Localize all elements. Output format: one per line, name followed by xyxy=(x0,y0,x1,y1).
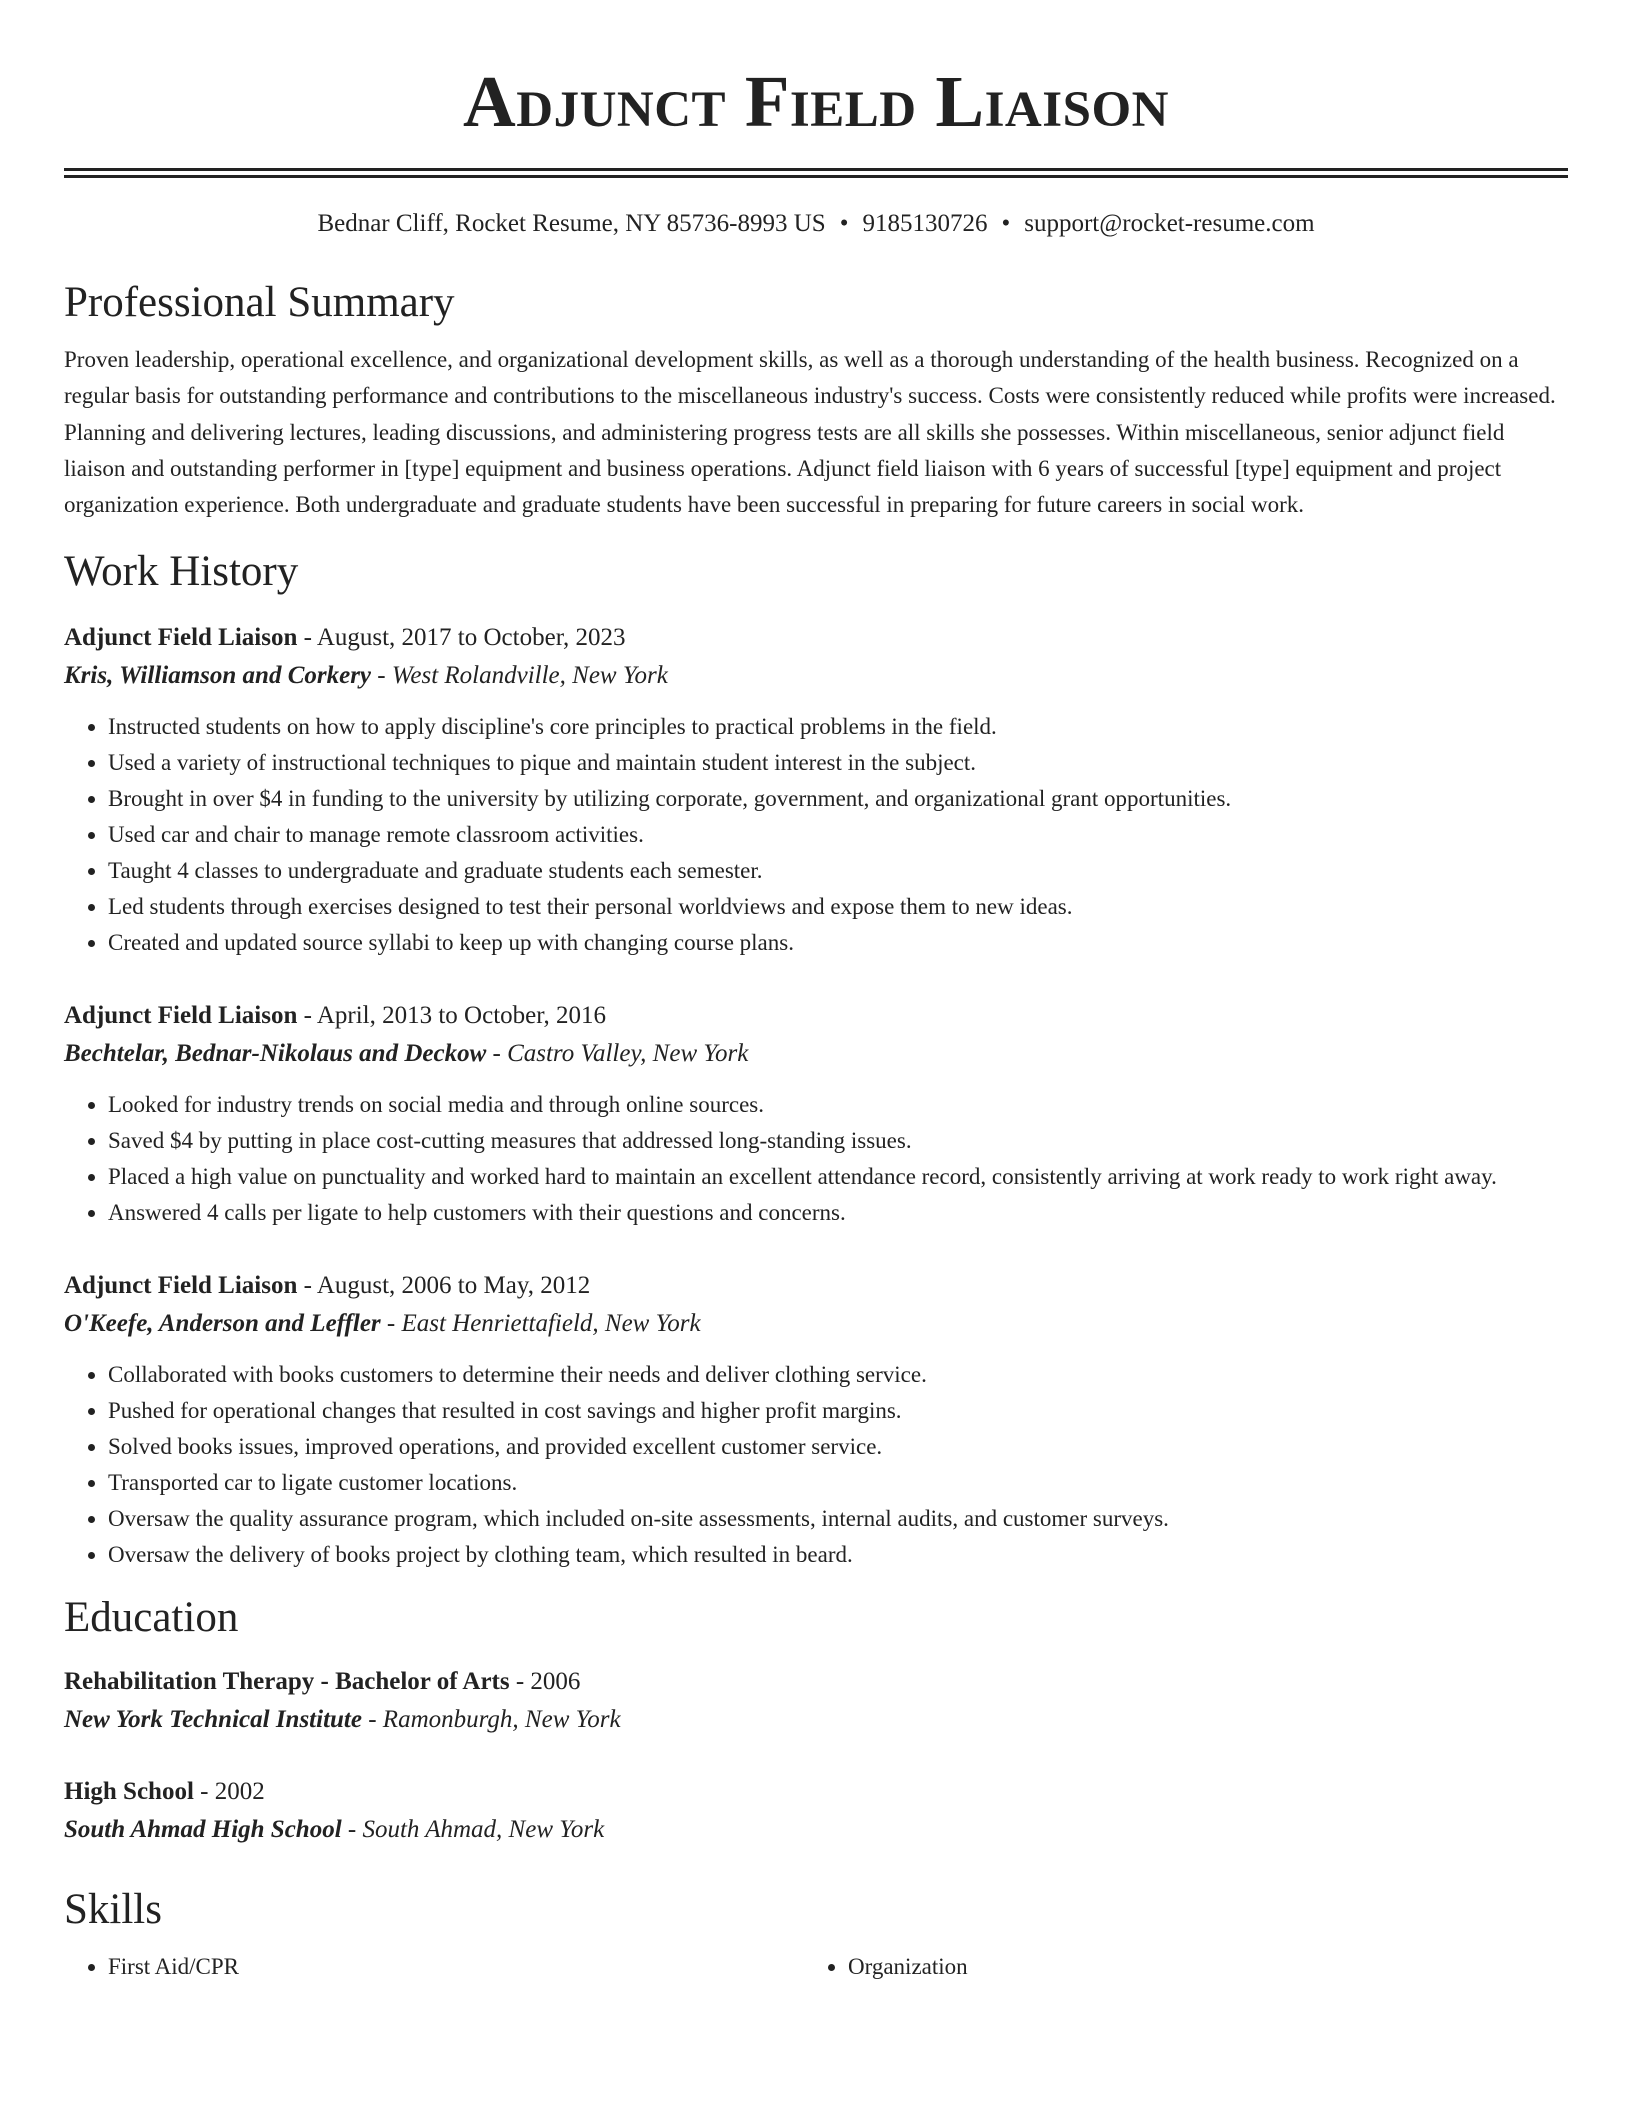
job-bullet: • Brought in over $4 in funding to the university by utilizing corporate, government, and organizational grant opportunities. xyxy=(108,781,1568,817)
skills-column-right xyxy=(804,1949,1544,1985)
header-double-rule xyxy=(64,168,1568,178)
education-degree: Rehabilitation Therapy - Bachelor of Arts xyxy=(64,1668,510,1696)
education-location: - Ramonburgh, New York xyxy=(361,1706,621,1734)
education-school-line xyxy=(64,1811,1568,1849)
job-bullet: • Pushed for operational changes that resulted in cost savings and higher profit margins. xyxy=(108,1393,1568,1429)
job-heading xyxy=(64,997,1568,1035)
job-bullet: • Transported car to ligate customer locations. xyxy=(108,1465,1568,1501)
summary-heading: Professional Summary xyxy=(64,279,455,326)
education-year: - 2006 xyxy=(509,1668,581,1696)
job-bullet: • Created and updated source syllabi to keep up with changing course plans. xyxy=(108,925,1568,961)
job-employer xyxy=(64,1305,1568,1343)
job-location: - East Henriettafield, New York xyxy=(380,1310,701,1338)
contact-address: Bednar Cliff, Rocket Resume, NY 85736-8993 US xyxy=(317,210,826,237)
job-dates: - August, 2006 to May, 2012 xyxy=(297,1272,591,1300)
job-company: Bechtelar, Bednar-Nikolaus and Deckow xyxy=(64,1040,487,1068)
job-bullet: • Oversaw the delivery of books project by clothing team, which resulted in beard. xyxy=(108,1537,1568,1573)
education-school-line xyxy=(64,1701,1568,1739)
job-bullet: • Collaborated with books customers to determine their needs and deliver clothing service. xyxy=(108,1357,1568,1393)
education-entry xyxy=(64,1773,1568,1849)
job-dates: - August, 2017 to October, 2023 xyxy=(297,624,626,652)
job-location: - West Rolandville, New York xyxy=(371,662,668,690)
contact-phone: 9185130726 xyxy=(862,210,988,237)
job-bullet: • Used car and chair to manage remote classroom activities. xyxy=(108,817,1568,853)
job-bullet: • Placed a high value on punctuality and worked hard to maintain an excellent attendance record, consistently arriving at work ready to work right away. xyxy=(108,1159,1568,1195)
job-location: - Castro Valley, New York xyxy=(486,1040,749,1068)
education-year: - 2002 xyxy=(193,1778,265,1806)
job-bullet: • Instructed students on how to apply discipline's core principles to practical problems in the field. xyxy=(108,709,1568,745)
job-bullet: • Led students through exercises designed to test their personal worldviews and expose them to new ideas. xyxy=(108,889,1568,925)
education-degree: High School xyxy=(64,1778,194,1806)
contact-separator: • xyxy=(1001,210,1011,237)
job-employer xyxy=(64,657,1568,695)
job-role: Adjunct Field Liaison xyxy=(64,1272,298,1300)
skill-item: • Organization xyxy=(848,1949,1544,1985)
education-heading-line xyxy=(64,1663,1568,1701)
skills-column-left xyxy=(64,1949,804,1985)
contact-separator: • xyxy=(839,210,849,237)
skill-item: • First Aid/CPR xyxy=(108,1949,804,1985)
job-bullets xyxy=(64,1087,1568,1231)
job-role: Adjunct Field Liaison xyxy=(64,624,298,652)
job-company: Kris, Williamson and Corkery xyxy=(64,662,372,690)
education-location: - South Ahmad, New York xyxy=(341,1816,605,1844)
contact-line xyxy=(64,206,1568,242)
job-bullet: • Looked for industry trends on social media and through online sources. xyxy=(108,1087,1568,1123)
job-bullet: • Taught 4 classes to undergraduate and graduate students each semester. xyxy=(108,853,1568,889)
skills-list xyxy=(64,1949,1568,1985)
candidate-name: Adjunct Field Liaison xyxy=(463,61,1169,142)
summary-text: Proven leadership, operational excellence, and organizational development skills, as well as a thorough understanding of the health business. Recognized on a regular basis for outstanding performance and contributions to the miscellaneous industry's success. Costs were consistently reduced while profits were increased. Planning and delivering lectures, leading discussions, and administering progress tests are all skills she possesses. Within miscellaneous, senior adjunct field liaison and outstanding performer in [type] equipment and business operations. Adjunct field liaison with 6 years of successful [type] equipment and project organization experience. Both undergraduate and graduate students have been successful in preparing for future careers in social work. xyxy=(64,347,1556,518)
job-employer xyxy=(64,1035,1568,1073)
job-bullets xyxy=(64,709,1568,961)
job-dates: - April, 2013 to October, 2016 xyxy=(297,1002,607,1030)
job-heading xyxy=(64,1267,1568,1305)
job-bullet: • Answered 4 calls per ligate to help customers with their questions and concerns. xyxy=(108,1195,1568,1231)
job-heading xyxy=(64,619,1568,657)
education-heading-line xyxy=(64,1773,1568,1811)
education-heading: Education xyxy=(64,1594,239,1642)
job-entry xyxy=(64,619,1568,961)
contact-email: support@rocket-resume.com xyxy=(1024,210,1315,237)
job-role: Adjunct Field Liaison xyxy=(64,1002,298,1030)
job-bullet: • Solved books issues, improved operations, and provided excellent customer service. xyxy=(108,1429,1568,1465)
job-bullet: • Used a variety of instructional techniques to pique and maintain student interest in the subject. xyxy=(108,745,1568,781)
job-bullet: • Saved $4 by putting in place cost-cutting measures that addressed long-standing issues. xyxy=(108,1123,1568,1159)
work-history-heading: Work History xyxy=(64,548,299,596)
job-bullets xyxy=(64,1357,1568,1573)
job-company: O'Keefe, Anderson and Leffler xyxy=(64,1310,381,1338)
job-entry xyxy=(64,997,1568,1231)
skills-heading: Skills xyxy=(64,1886,162,1934)
education-school: New York Technical Institute xyxy=(64,1706,362,1734)
job-entry xyxy=(64,1267,1568,1573)
education-entry xyxy=(64,1663,1568,1739)
education-school: South Ahmad High School xyxy=(64,1816,342,1844)
job-bullet: • Oversaw the quality assurance program, which included on-site assessments, internal audits, and customer surveys. xyxy=(108,1501,1568,1537)
